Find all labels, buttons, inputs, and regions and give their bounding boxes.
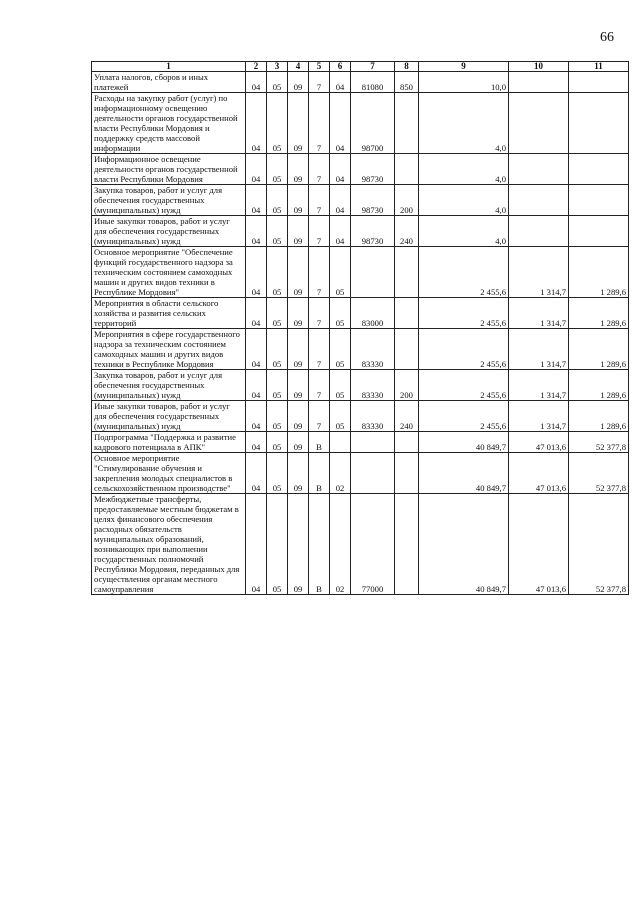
- row-name-cell: Иные закупки товаров, работ и услуг для обеспечения государственных (муниципальных) нужд: [92, 216, 246, 247]
- row-value-cell: 05: [267, 216, 288, 247]
- row-value-cell: 05: [267, 72, 288, 93]
- row-name-cell: Закупка товаров, работ и услуг для обеспечения государственных (муниципальных) нужд: [92, 370, 246, 401]
- row-value-cell: 09: [288, 185, 309, 216]
- row-value-cell: 04: [246, 453, 267, 494]
- header-cell: 1: [92, 62, 246, 72]
- row-value-cell: 240: [395, 401, 419, 432]
- row-value-cell: В: [309, 432, 330, 453]
- row-value-cell: 81080: [351, 72, 395, 93]
- row-value-cell: 04: [246, 185, 267, 216]
- row-value-cell: 4,0: [419, 93, 509, 154]
- row-value-cell: 04: [246, 401, 267, 432]
- row-value-cell: 4,0: [419, 185, 509, 216]
- row-value-cell: 04: [246, 494, 267, 595]
- row-value-cell: 47 013,6: [509, 494, 569, 595]
- row-value-cell: 2 455,6: [419, 298, 509, 329]
- row-value-cell: 05: [330, 329, 351, 370]
- row-value-cell: 05: [267, 247, 288, 298]
- row-value-cell: 04: [246, 370, 267, 401]
- row-value-cell: 7: [309, 72, 330, 93]
- header-cell: 8: [395, 62, 419, 72]
- row-value-cell: 47 013,6: [509, 432, 569, 453]
- row-value-cell: [395, 247, 419, 298]
- row-value-cell: 52 377,8: [569, 494, 629, 595]
- row-value-cell: 05: [267, 401, 288, 432]
- row-value-cell: 47 013,6: [509, 453, 569, 494]
- row-value-cell: 40 849,7: [419, 432, 509, 453]
- row-value-cell: [509, 185, 569, 216]
- row-value-cell: 04: [330, 185, 351, 216]
- table-row: [92, 401, 629, 432]
- row-value-cell: В: [309, 494, 330, 595]
- row-value-cell: 05: [330, 298, 351, 329]
- row-name-cell: Расходы на закупку работ (услуг) по информационному освещению деятельности органов государственной власти Республики Мордовия и поддержку средств массовой информации: [92, 93, 246, 154]
- row-value-cell: 1 289,6: [569, 329, 629, 370]
- table-row: [92, 72, 629, 93]
- row-value-cell: 04: [330, 72, 351, 93]
- page-number: 66: [600, 30, 614, 45]
- header-cell: 9: [419, 62, 509, 72]
- row-name-cell: Основное мероприятие "Стимулирование обучения и закрепления молодых специалистов в сельскохозяйственном производстве": [92, 453, 246, 494]
- table-row: [92, 93, 629, 154]
- table-row: [92, 494, 629, 595]
- table-row: [92, 185, 629, 216]
- row-value-cell: 1 314,7: [509, 401, 569, 432]
- row-value-cell: [351, 247, 395, 298]
- row-value-cell: 98700: [351, 93, 395, 154]
- table-row: [92, 247, 629, 298]
- budget-table: [91, 61, 629, 595]
- row-value-cell: [395, 93, 419, 154]
- row-value-cell: 1 314,7: [509, 329, 569, 370]
- row-value-cell: 83330: [351, 370, 395, 401]
- row-value-cell: 05: [267, 154, 288, 185]
- row-value-cell: 04: [246, 432, 267, 453]
- row-name-cell: Подпрограмма "Поддержка и развитие кадрового потенциала в АПК": [92, 432, 246, 453]
- row-value-cell: 09: [288, 329, 309, 370]
- row-value-cell: [395, 329, 419, 370]
- row-value-cell: 05: [267, 432, 288, 453]
- row-value-cell: 04: [246, 298, 267, 329]
- row-value-cell: 09: [288, 154, 309, 185]
- row-value-cell: [330, 432, 351, 453]
- header-cell: 10: [509, 62, 569, 72]
- row-value-cell: 83330: [351, 329, 395, 370]
- table-row: [92, 432, 629, 453]
- row-value-cell: 09: [288, 370, 309, 401]
- row-value-cell: 05: [267, 298, 288, 329]
- row-value-cell: 2 455,6: [419, 401, 509, 432]
- row-name-cell: Основное мероприятие "Обеспечение функций государственного надзора за техническим состоянием самоходных машин и других видов техники в Республике Мордовия": [92, 247, 246, 298]
- row-value-cell: [569, 185, 629, 216]
- row-value-cell: [351, 453, 395, 494]
- row-value-cell: 2 455,6: [419, 370, 509, 401]
- header-cell: 7: [351, 62, 395, 72]
- row-value-cell: 7: [309, 185, 330, 216]
- row-value-cell: 05: [330, 370, 351, 401]
- row-value-cell: 04: [246, 247, 267, 298]
- row-name-cell: Мероприятия в сфере государственного надзора за техническим состоянием самоходных машин и других видов техники в Республике Мордовия: [92, 329, 246, 370]
- header-cell: 5: [309, 62, 330, 72]
- table-row: [92, 154, 629, 185]
- row-value-cell: 1 314,7: [509, 370, 569, 401]
- row-value-cell: 4,0: [419, 216, 509, 247]
- row-value-cell: 1 314,7: [509, 298, 569, 329]
- row-name-cell: Информационное освещение деятельности органов государственной власти Республики Мордовия: [92, 154, 246, 185]
- row-value-cell: [351, 432, 395, 453]
- row-name-cell: Иные закупки товаров, работ и услуг для обеспечения государственных (муниципальных) нужд: [92, 401, 246, 432]
- row-value-cell: 09: [288, 216, 309, 247]
- table-row: [92, 453, 629, 494]
- row-name-cell: Закупка товаров, работ и услуг для обеспечения государственных (муниципальных) нужд: [92, 185, 246, 216]
- row-value-cell: 04: [246, 216, 267, 247]
- header-cell: 11: [569, 62, 629, 72]
- row-value-cell: 7: [309, 247, 330, 298]
- row-value-cell: [395, 154, 419, 185]
- row-value-cell: 52 377,8: [569, 432, 629, 453]
- row-value-cell: 200: [395, 185, 419, 216]
- row-value-cell: 05: [330, 401, 351, 432]
- row-value-cell: 77000: [351, 494, 395, 595]
- row-value-cell: 02: [330, 453, 351, 494]
- row-value-cell: 09: [288, 432, 309, 453]
- row-value-cell: 05: [267, 93, 288, 154]
- header-row: [92, 62, 629, 72]
- row-value-cell: 98730: [351, 185, 395, 216]
- row-value-cell: [395, 432, 419, 453]
- row-value-cell: 2 455,6: [419, 247, 509, 298]
- row-value-cell: 40 849,7: [419, 453, 509, 494]
- row-value-cell: 05: [267, 185, 288, 216]
- row-value-cell: 7: [309, 370, 330, 401]
- row-value-cell: 05: [330, 247, 351, 298]
- table-row: [92, 329, 629, 370]
- row-value-cell: 7: [309, 216, 330, 247]
- row-value-cell: 09: [288, 93, 309, 154]
- row-value-cell: [395, 494, 419, 595]
- row-value-cell: 7: [309, 93, 330, 154]
- row-value-cell: 2 455,6: [419, 329, 509, 370]
- header-cell: 4: [288, 62, 309, 72]
- row-value-cell: 1 314,7: [509, 247, 569, 298]
- row-value-cell: 04: [246, 72, 267, 93]
- row-value-cell: 240: [395, 216, 419, 247]
- row-value-cell: 10,0: [419, 72, 509, 93]
- row-value-cell: 05: [267, 494, 288, 595]
- row-value-cell: 05: [267, 453, 288, 494]
- row-value-cell: 98730: [351, 216, 395, 247]
- row-value-cell: 04: [330, 216, 351, 247]
- row-value-cell: [395, 298, 419, 329]
- table-row: [92, 216, 629, 247]
- row-value-cell: 7: [309, 329, 330, 370]
- row-name-cell: Межбюджетные трансферты, предоставляемые местным бюджетам в целях финансового обеспечения расходных обязательств муниципальных образований, возникающих при выполнении государственных полномочий Республики Мордовия, переданных для осуществления органам местного самоуправления: [92, 494, 246, 595]
- row-value-cell: [569, 72, 629, 93]
- row-value-cell: 09: [288, 72, 309, 93]
- row-value-cell: 09: [288, 247, 309, 298]
- row-value-cell: 09: [288, 453, 309, 494]
- row-value-cell: 09: [288, 298, 309, 329]
- table-row: [92, 370, 629, 401]
- row-value-cell: 09: [288, 494, 309, 595]
- row-value-cell: 04: [246, 93, 267, 154]
- row-name-cell: Мероприятия в области сельского хозяйства и развития сельских территорий: [92, 298, 246, 329]
- header-cell: 2: [246, 62, 267, 72]
- row-value-cell: 04: [246, 329, 267, 370]
- row-value-cell: 200: [395, 370, 419, 401]
- row-value-cell: 04: [246, 154, 267, 185]
- table-row: [92, 298, 629, 329]
- row-value-cell: 83330: [351, 401, 395, 432]
- row-value-cell: 40 849,7: [419, 494, 509, 595]
- row-value-cell: 98730: [351, 154, 395, 185]
- row-value-cell: 04: [330, 93, 351, 154]
- row-value-cell: 1 289,6: [569, 401, 629, 432]
- row-value-cell: [395, 453, 419, 494]
- row-value-cell: 04: [330, 154, 351, 185]
- header-cell: 6: [330, 62, 351, 72]
- row-value-cell: [569, 93, 629, 154]
- row-value-cell: [509, 93, 569, 154]
- row-value-cell: [509, 216, 569, 247]
- row-value-cell: 850: [395, 72, 419, 93]
- row-value-cell: 1 289,6: [569, 298, 629, 329]
- row-value-cell: 02: [330, 494, 351, 595]
- row-value-cell: 7: [309, 154, 330, 185]
- row-value-cell: В: [309, 453, 330, 494]
- row-value-cell: 83000: [351, 298, 395, 329]
- row-value-cell: 09: [288, 401, 309, 432]
- row-value-cell: 05: [267, 370, 288, 401]
- row-value-cell: [509, 154, 569, 185]
- row-value-cell: 52 377,8: [569, 453, 629, 494]
- row-value-cell: [569, 154, 629, 185]
- row-value-cell: 1 289,6: [569, 247, 629, 298]
- row-value-cell: 4,0: [419, 154, 509, 185]
- header-cell: 3: [267, 62, 288, 72]
- row-value-cell: 7: [309, 401, 330, 432]
- row-value-cell: 7: [309, 298, 330, 329]
- row-value-cell: 1 289,6: [569, 370, 629, 401]
- row-value-cell: [569, 216, 629, 247]
- row-value-cell: [509, 72, 569, 93]
- row-value-cell: 05: [267, 329, 288, 370]
- row-name-cell: Уплата налогов, сборов и иных платежей: [92, 72, 246, 93]
